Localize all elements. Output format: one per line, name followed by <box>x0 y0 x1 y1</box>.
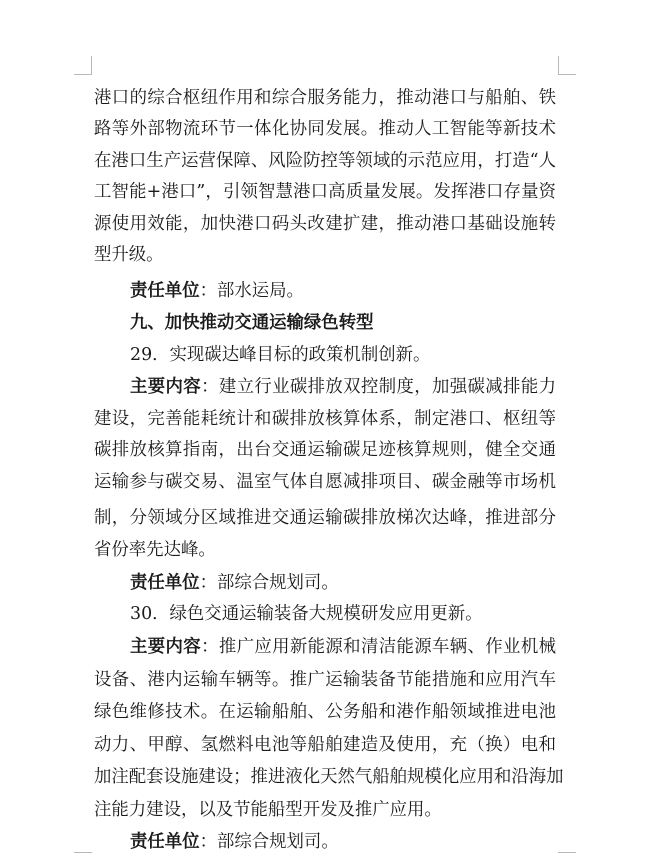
crop-mark-top-left-h <box>74 74 92 75</box>
paragraph-line: 源使用效能，加快港口码头改建扩建，推动港口基础设施转 <box>94 214 556 234</box>
responsible-unit-line <box>94 281 556 301</box>
responsible-unit-label: 责任单位 <box>130 573 200 593</box>
crop-mark-top-right-v <box>558 56 559 74</box>
paragraph-line: 型升级。 <box>94 245 164 265</box>
responsible-unit-value: ：部综合规划司。 <box>199 573 339 593</box>
paragraph-line: 路等外部物流环节一体化协同发展。推动人工智能等新技术 <box>94 119 556 139</box>
content-line: 省份率先达峰。 <box>94 540 216 560</box>
crop-mark-top-left-v <box>91 56 92 74</box>
content-line <box>94 637 556 657</box>
content-line: 加注配套设施建设；推进液化天然气船舶规模化应用和沿海加 <box>94 767 564 787</box>
content-line: 设备、港内运输车辆等。推广运输装备节能措施和应用汽车 <box>94 670 556 690</box>
paragraph-line: 港口的综合枢纽作用和综合服务能力，推动港口与船舶、铁 <box>94 88 556 108</box>
main-content-label: 主要内容 <box>130 637 202 657</box>
crop-mark-bottom-right-h <box>558 852 576 853</box>
main-content-label: 主要内容 <box>130 377 202 397</box>
content-line: 制，分领域分区域推进交通运输碳排放梯次达峰，推进部分 <box>94 508 556 528</box>
item-title: 29．实现碳达峰目标的政策机制创新。 <box>130 345 431 365</box>
paragraph-line: 在港口生产运营保障、风险防控等领域的示范应用，打造“人 <box>94 151 556 171</box>
content-line <box>94 377 556 397</box>
content-text: ：建立行业碳排放双控制度，加强碳减排能力 <box>201 377 556 397</box>
responsible-unit-line <box>94 832 556 852</box>
content-text: ：推广应用新能源和清洁能源车辆、作业机械 <box>201 637 556 657</box>
responsible-unit-value: ：部综合规划司。 <box>199 832 339 852</box>
responsible-unit-line <box>94 573 556 593</box>
item-title: 30．绿色交通运输装备大规模研发应用更新。 <box>130 604 483 624</box>
content-line: 绿色维修技术。在运输船舶、公务船和港作船领域推进电池 <box>94 702 556 722</box>
content-line: 碳排放核算指南，出台交通运输碳足迹核算规则，健全交通 <box>94 440 556 460</box>
crop-mark-top-right-h <box>558 74 576 75</box>
responsible-unit-value: ：部水运局。 <box>199 281 304 301</box>
content-line: 注能力建设，以及节能船型开发及推广应用。 <box>94 800 442 820</box>
responsible-unit-label: 责任单位 <box>130 281 200 301</box>
section-heading: 九、加快推动交通运输绿色转型 <box>130 313 374 333</box>
crop-mark-bottom-left-h <box>74 852 92 853</box>
content-line: 建设，完善能耗统计和碳排放核算体系，制定港口、枢纽等 <box>94 409 556 429</box>
paragraph-line: 工智能+港口”，引领智慧港口高质量发展。发挥港口存量资 <box>94 182 556 202</box>
content-line: 运输参与碳交易、温室气体自愿减排项目、碳金融等市场机 <box>94 472 556 492</box>
content-line: 动力、甲醇、氢燃料电池等船舶建造及使用，充（换）电和 <box>94 735 556 755</box>
responsible-unit-label: 责任单位 <box>130 832 200 852</box>
